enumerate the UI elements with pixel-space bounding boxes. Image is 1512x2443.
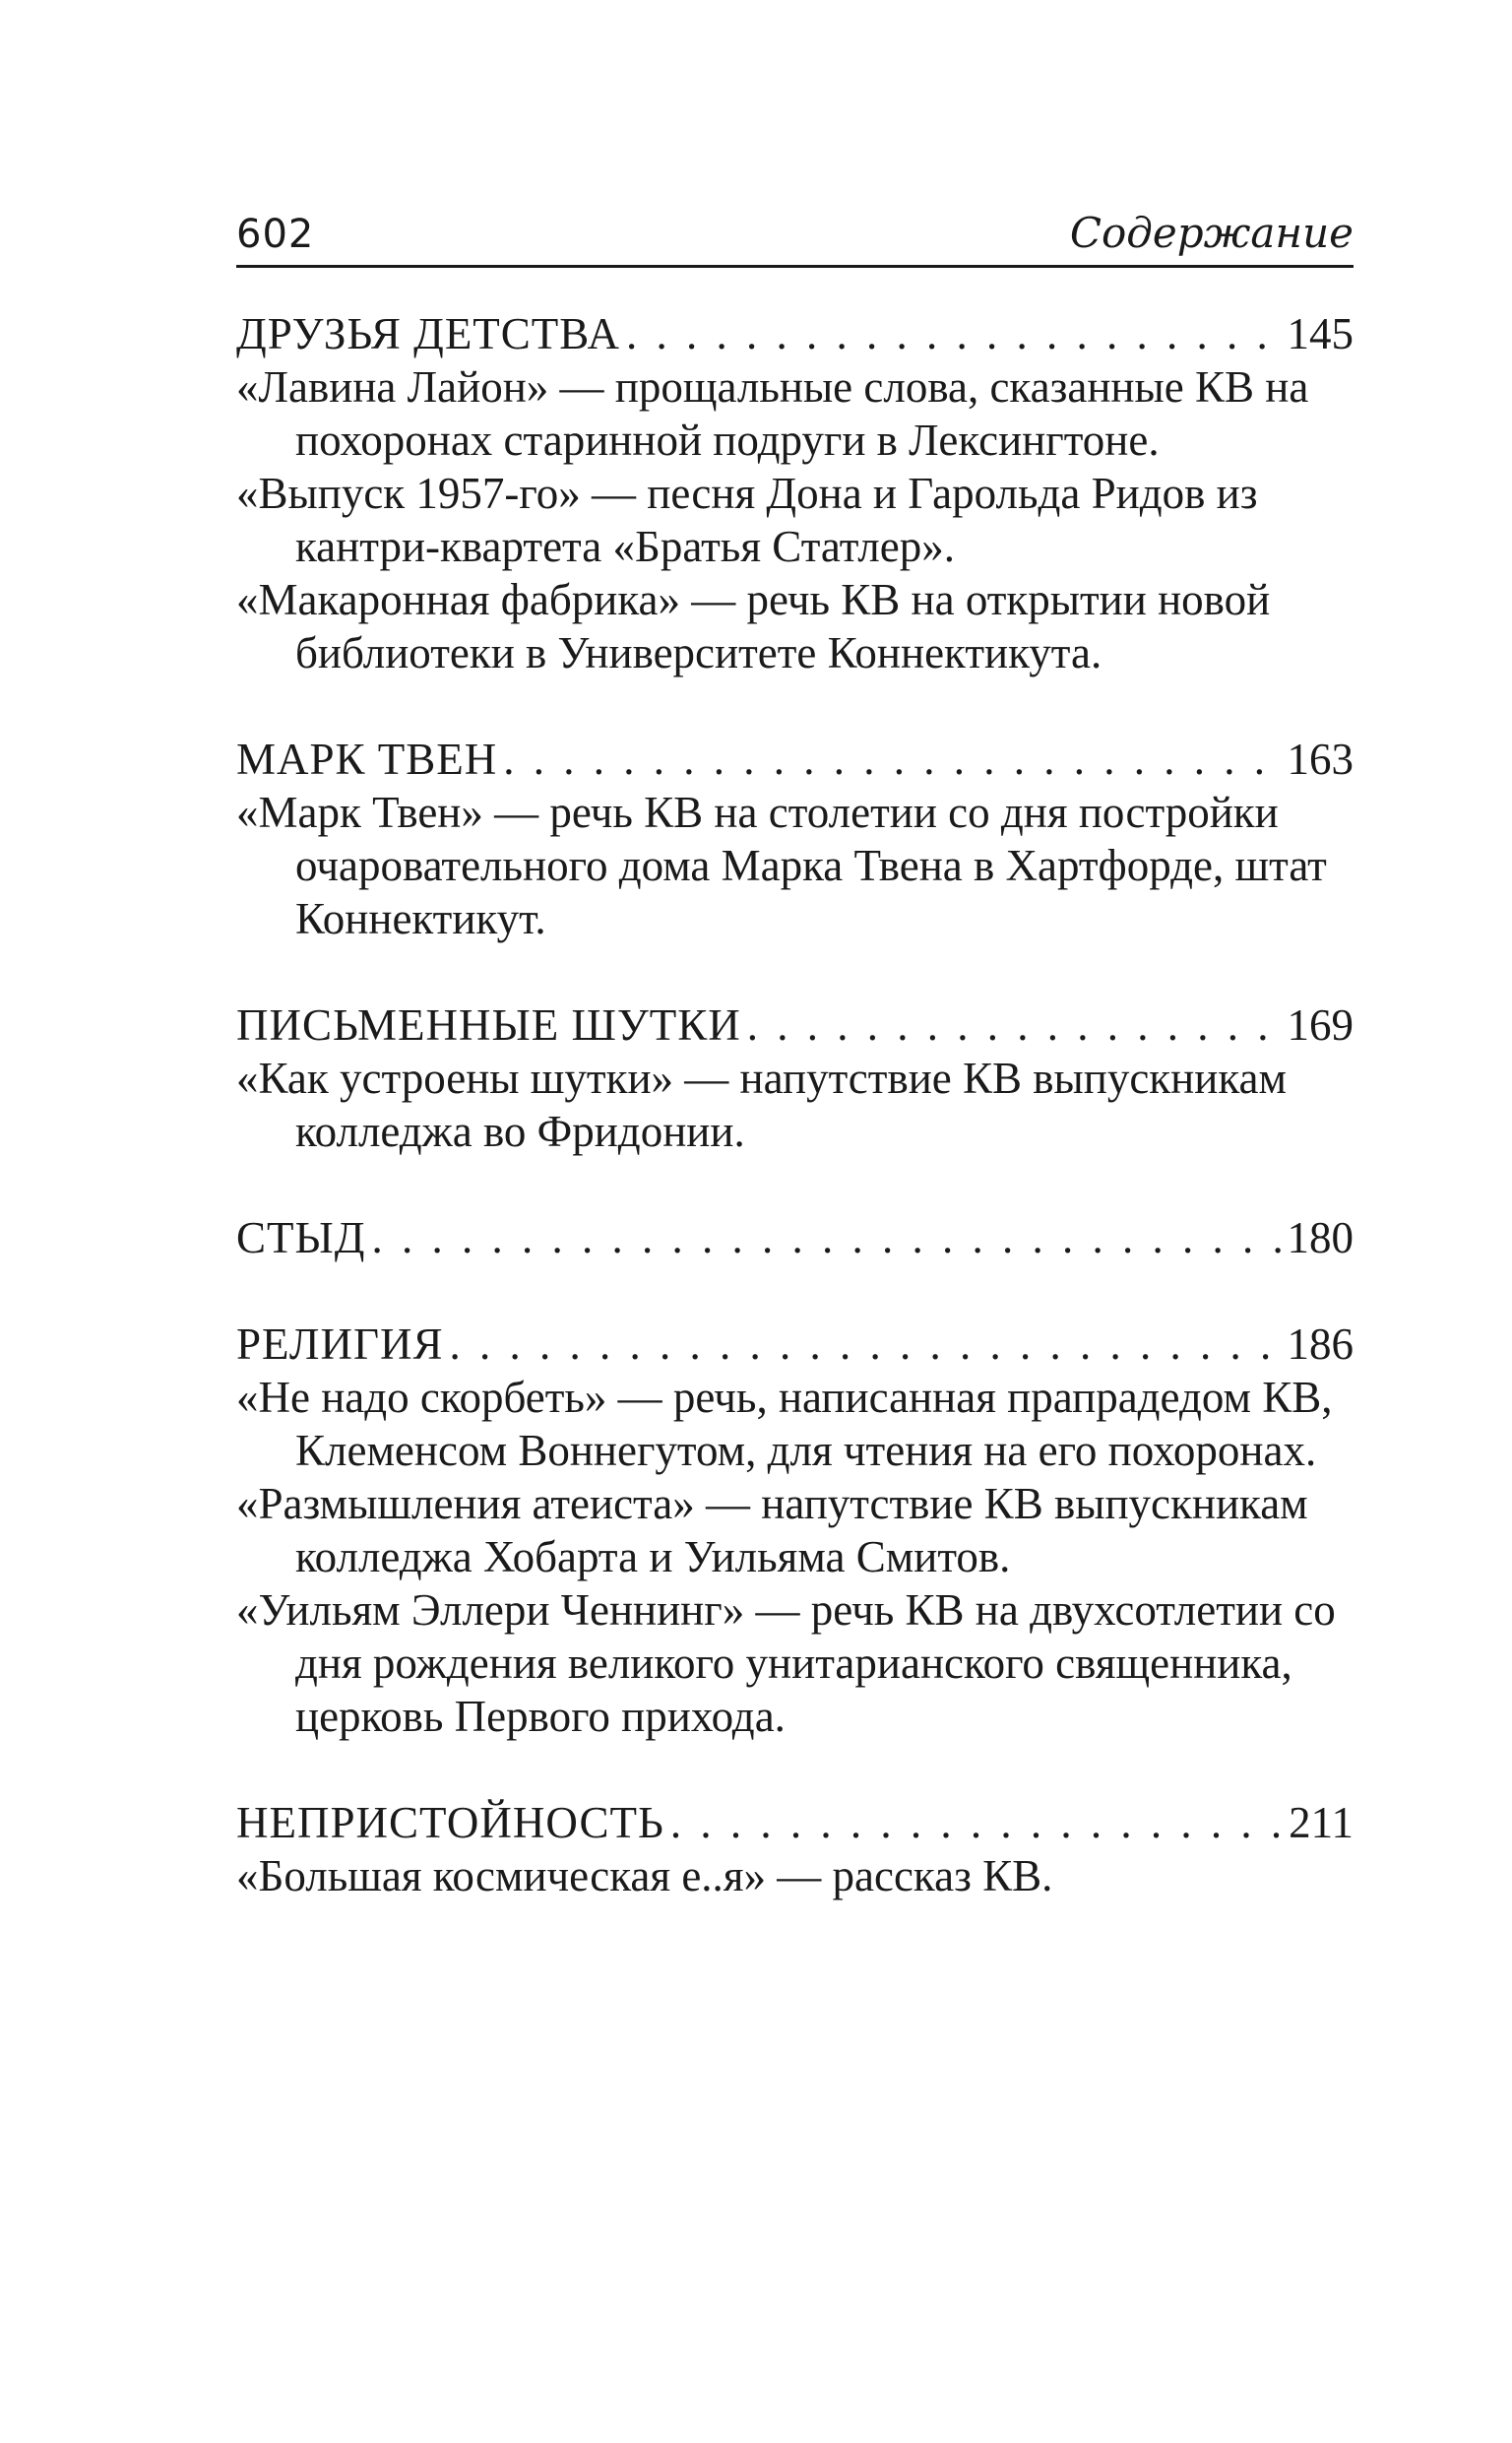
- chapter-line: [236, 307, 1354, 360]
- running-head: [236, 202, 1354, 268]
- dot-leader: [626, 307, 1282, 360]
- chapter-page-number: 186: [1287, 1319, 1354, 1369]
- toc-entry: «Лавина Лайон» — прощальные слова, сказанные КВ на похоронах старинной подруги в Лексингтоне.: [236, 362, 1309, 465]
- page-number: 602: [236, 212, 315, 257]
- section-title: Содержание: [1069, 209, 1354, 257]
- chapter-page-number: 211: [1289, 1798, 1354, 1847]
- chapter-title: ПИСЬМЕННЫЕ ШУТКИ: [236, 1000, 741, 1050]
- chapter-title: МАРК ТВЕН: [236, 735, 498, 784]
- chapter-page-number: 169: [1287, 1000, 1354, 1050]
- toc-chapter: [236, 733, 1354, 945]
- toc-entry: «Размышления атеиста» — напутствие КВ выпускникам колледжа Хобарта и Уильяма Смитов.: [236, 1479, 1308, 1581]
- dot-leader: [670, 1796, 1283, 1849]
- toc-chapter: [236, 1796, 1354, 1902]
- chapter-line: [236, 1796, 1354, 1849]
- toc-entry: «Не надо скорбеть» — речь, написанная прапрадедом КВ, Клеменсом Воннегутом, для чтения на его похоронах.: [236, 1373, 1333, 1475]
- toc-entry: «Как устроены шутки» — напутствие КВ выпускникам колледжа во Фридонии.: [236, 1054, 1287, 1156]
- toc-entry: «Макаронная фабрика» — речь КВ на открытии новой библиотеки в Университете Коннектикута.: [236, 575, 1271, 677]
- chapter-title: НЕПРИСТОЙНОСТЬ: [236, 1798, 664, 1847]
- dot-leader: [747, 998, 1282, 1052]
- toc-entry: «Марк Твен» — речь КВ на столетии со дня постройки очаровательного дома Марка Твена в Хартфорде, штат Коннектикут.: [236, 788, 1327, 943]
- toc-chapter: [236, 1318, 1354, 1743]
- chapter-title: ДРУЗЬЯ ДЕТСТВА: [236, 309, 620, 358]
- chapter-page-number: 163: [1287, 735, 1354, 784]
- chapter-line: [236, 998, 1354, 1052]
- chapter-page-number: 180: [1287, 1213, 1354, 1262]
- dot-leader: [503, 733, 1281, 786]
- chapter-title: РЕЛИГИЯ: [236, 1319, 444, 1369]
- toc-entry: «Большая космическая е..я» — рассказ КВ.: [236, 1851, 1053, 1900]
- chapter-line: [236, 1318, 1354, 1371]
- toc-chapter: [236, 307, 1354, 679]
- dot-leader: [449, 1318, 1281, 1371]
- dot-leader: [371, 1211, 1281, 1264]
- toc-entry: «Выпуск 1957-го» — песня Дона и Гарольда Ридов из кантри-квартета «Братья Статлер».: [236, 469, 1258, 571]
- book-page: [236, 202, 1354, 1902]
- chapter-page-number: 145: [1287, 309, 1354, 358]
- toc-entry: «Уильям Эллери Ченнинг» — речь КВ на двухсотлетии со дня рождения великого унитарианского священника, церковь Первого прихода.: [236, 1585, 1336, 1741]
- toc-chapter: [236, 998, 1354, 1158]
- chapter-line: [236, 1211, 1354, 1264]
- table-of-contents: [236, 307, 1354, 1902]
- toc-chapter: [236, 1211, 1354, 1264]
- chapter-line: [236, 733, 1354, 786]
- chapter-title: СТЫД: [236, 1213, 366, 1262]
